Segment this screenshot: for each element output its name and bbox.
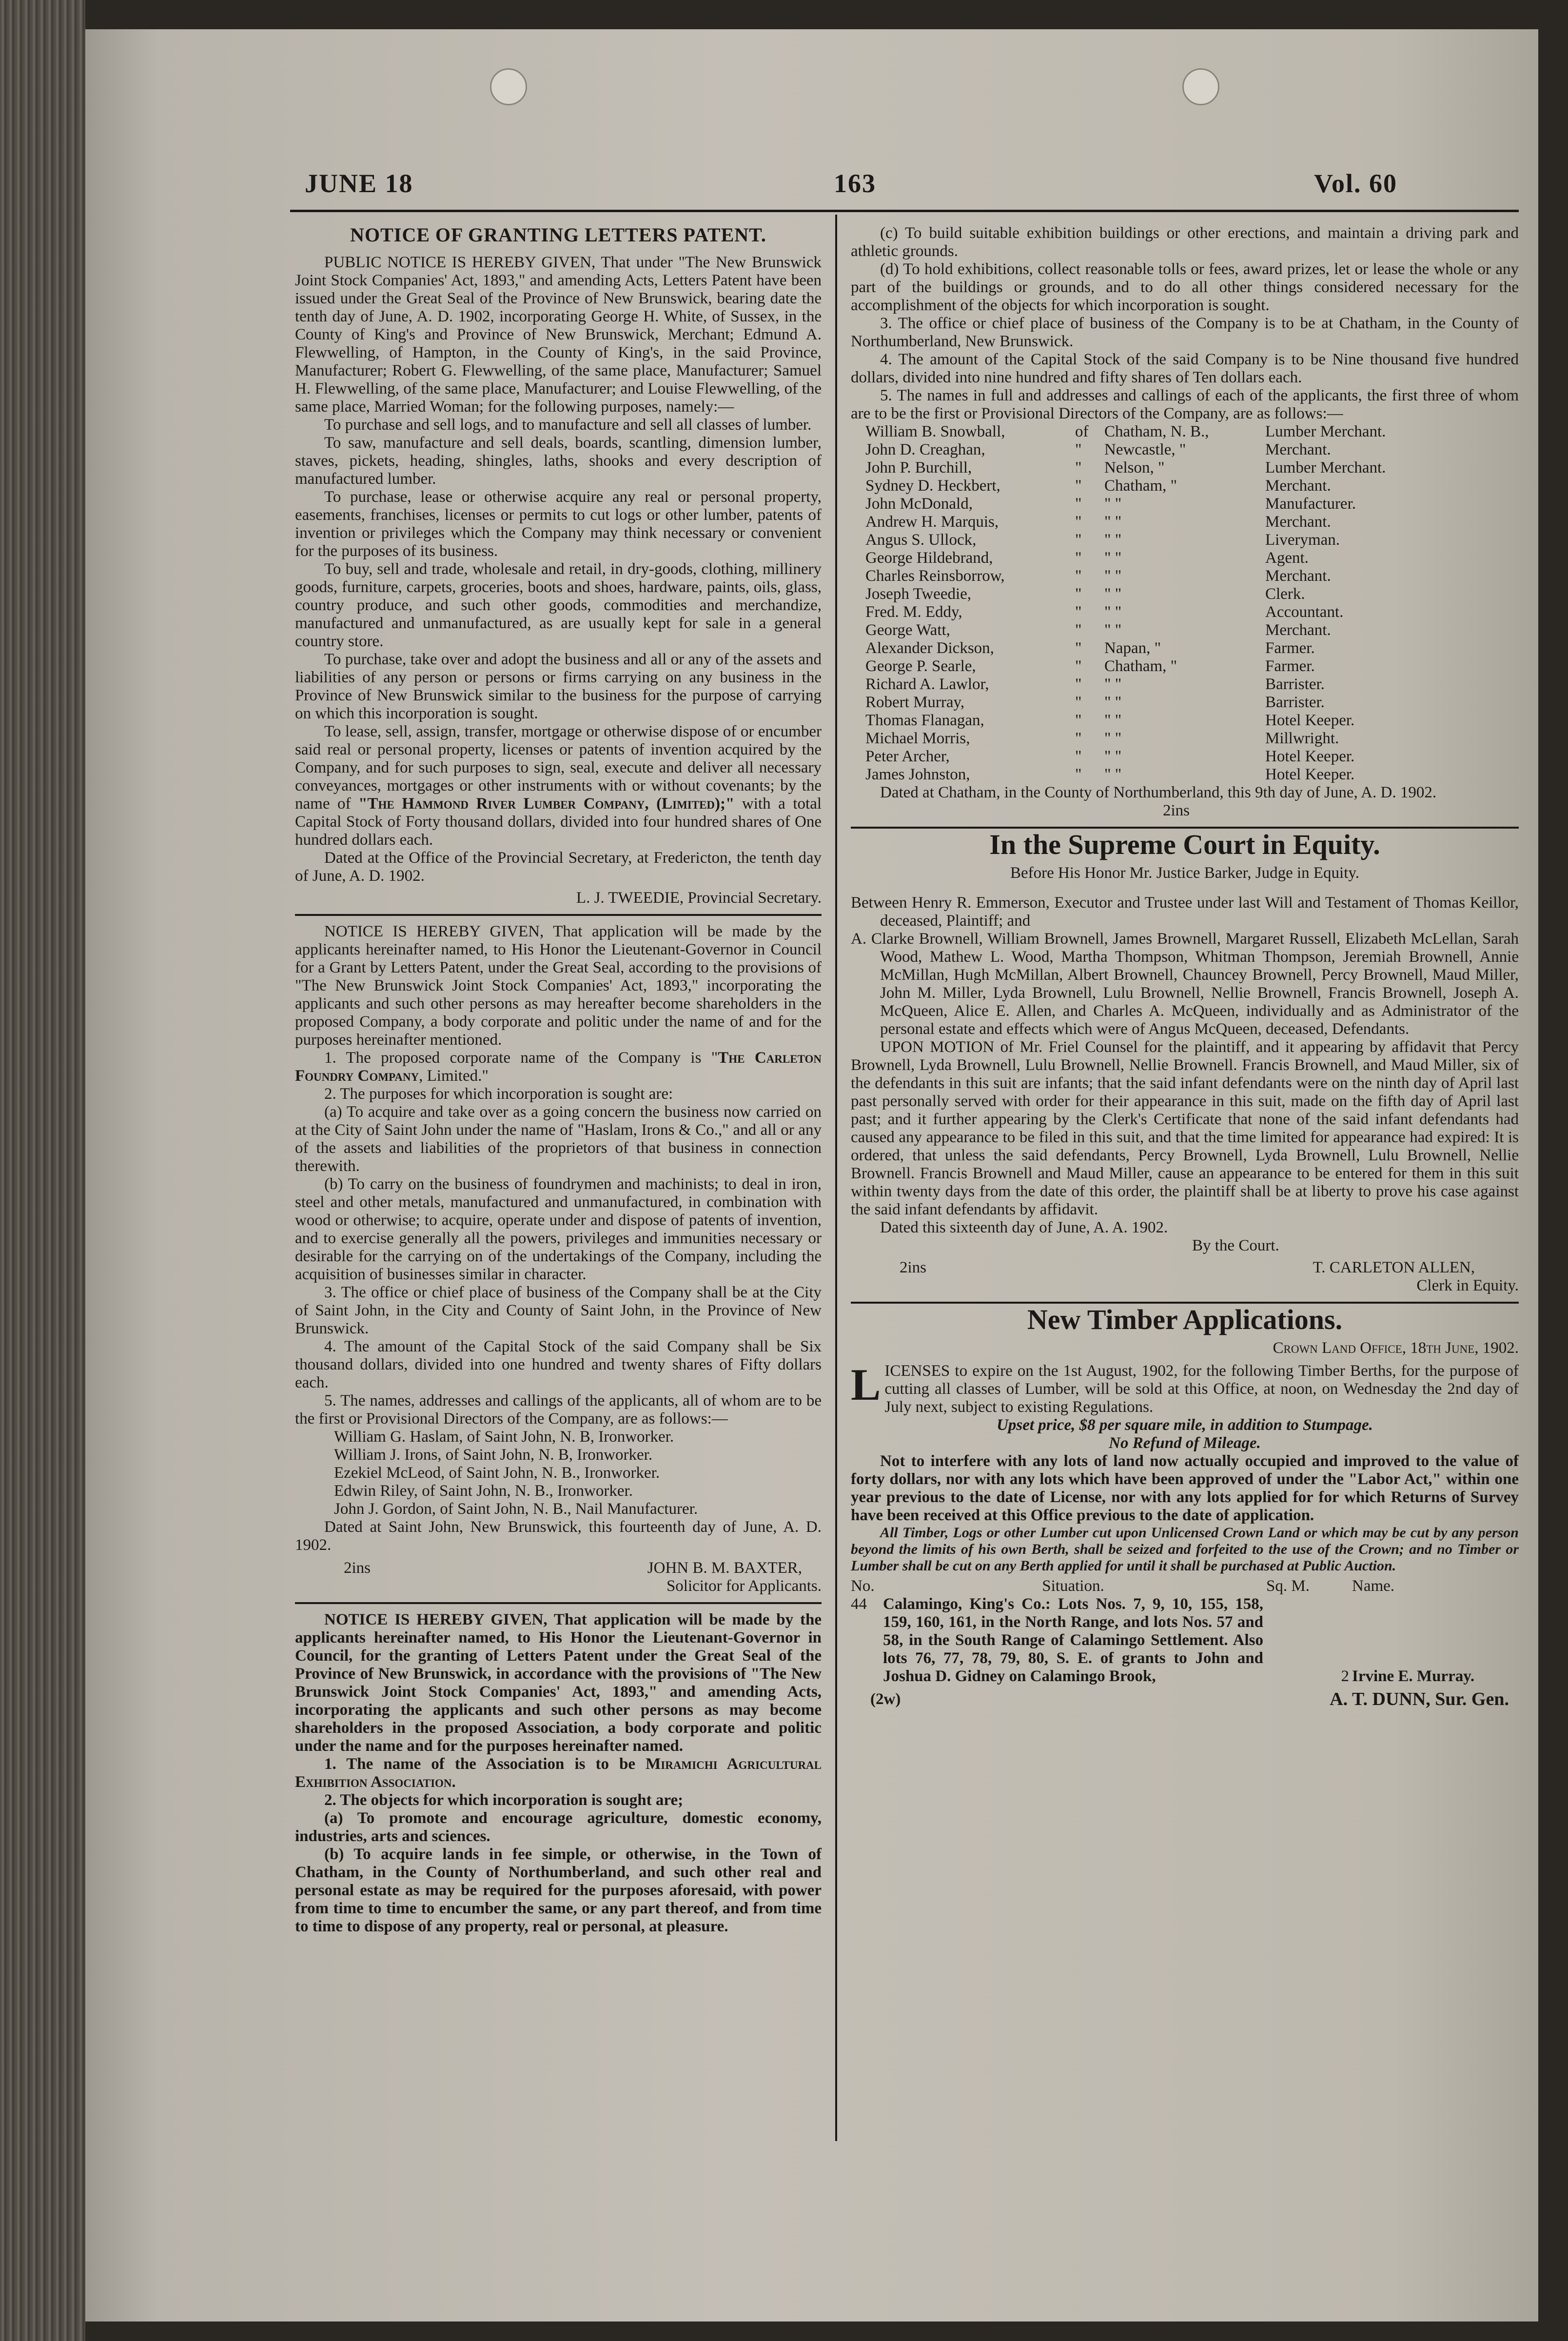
signature-row	[851, 1259, 1519, 1277]
berth-no: 44	[851, 1595, 867, 1613]
header-sqm: Sq. M.	[1266, 1577, 1310, 1595]
right-column	[851, 224, 1519, 1708]
applicant-row	[865, 477, 1514, 495]
applicant: John J. Gordon, of Saint John, N. B., Nail Manufacturer.	[334, 1500, 698, 1518]
gazette-page	[85, 29, 1538, 2321]
applicant-name: Alexander Dickson,	[865, 639, 994, 657]
header-name: Name.	[1352, 1577, 1395, 1595]
signature: JOHN B. M. BAXTER,	[647, 1559, 802, 1577]
applicant-place: " "	[1104, 495, 1122, 513]
applicant-name: James Johnston,	[865, 766, 970, 783]
applicant-row	[865, 712, 1514, 730]
applicant-calling: Farmer.	[1265, 657, 1315, 675]
applicant-row	[865, 495, 1514, 513]
purpose-paragraph: To buy, sell and trade, wholesale and retail, in dry-goods, clothing, millinery goods, furniture, carpets, groceries, boots and shoes, hardware, paints, oils, glass, country produce, and such other goods, commodities and merchandize, manufactured and unmanufactured, as are usually kept for sale in a general country store.	[295, 560, 822, 650]
applicant-of: "	[1075, 459, 1082, 476]
applicant: Ezekiel McLeod, of Saint John, N. B., Ironworker.	[334, 1464, 660, 1482]
applicant-name: Charles Reinsborrow,	[865, 567, 1005, 585]
applicant-of: "	[1075, 694, 1082, 711]
insertions: 2ins	[900, 1259, 927, 1276]
applicant-of: "	[1075, 712, 1082, 729]
purpose-paragraph: To purchase and sell logs, and to manufacture and sell all classes of lumber.	[324, 416, 812, 434]
item: 4. The amount of the Capital Stock of the said Company is to be Nine thousand five hundred dollars, divided into nine hundred and fifty shares of Ten dollars each.	[851, 351, 1519, 386]
applicant-calling: Barrister.	[1265, 675, 1325, 693]
applicant-name: John P. Burchill,	[865, 459, 972, 476]
applicant-name: George Hildebrand,	[865, 549, 993, 567]
applicant-calling: Agent.	[1265, 549, 1309, 567]
header-date: JUNE 18	[305, 169, 413, 198]
dated-line: Dated this sixteenth day of June, A. A. 1902.	[880, 1219, 1168, 1236]
no-refund: No Refund of Mileage.	[1109, 1434, 1261, 1452]
applicant-row	[865, 531, 1514, 549]
section-divider	[295, 914, 822, 916]
applicant-row	[865, 748, 1514, 766]
applicant-of: "	[1075, 477, 1082, 495]
signature-title: Solicitor for Applicants.	[666, 1577, 822, 1595]
applicant-of: "	[1075, 748, 1082, 765]
court-defendants: A. Clarke Brownell, William Brownell, James Brownell, Margaret Russell, Elizabeth McLellan, Sarah Wood, Mathew L. Wood, Martha Thompson, Whitman Thompson, Jeremiah Brownell, Annie McMillan, Hugh McMillan, Albert Brownell, Chauncey Brownell, Percy Brownell, Maud Miller, John M. Miller, Lyda Brownell, Lulu Brownell, Nellie Brownell, Francis Brownell, Joseph A. McQueen, Alice E. Allen, and Charles A. McQueen, individually and as Administrator of the personal estate and effects which were of Angus McQueen, deceased, Defendants.	[851, 930, 1519, 1038]
notice-intro: NOTICE IS HEREBY GIVEN, That application will be made by the applicants hereinafter named, to His Honor the Lieutenant-Governor in Council, for the granting of Letters Patent under the Great Seal of the Province of New Brunswick, in accordance with the provisions of "The New Brunswick Joint Stock Companies' Act, 1893," and amending Acts, incorporating the applicants and such other persons as may become shareholders in the proposed Association, a body corporate and politic under the name and for the purposes hereinafter named.	[295, 1611, 822, 1755]
item: 3. The office or chief place of business of the Company is to be at Chatham, in the County of Northumberland, New Brunswick.	[851, 315, 1519, 350]
item: (d) To hold exhibitions, collect reasonable tolls or fees, award prizes, let or lease the whole or any part of the buildings or grounds, and to do all other things considered necessary for the accomplishment of the objects for which incorporation is sought.	[851, 260, 1519, 314]
applicant-calling: Millwright.	[1265, 730, 1339, 747]
applicant-row	[865, 730, 1514, 748]
applicant-row	[865, 639, 1514, 657]
applicant-calling: Barrister.	[1265, 694, 1325, 711]
header-rule	[290, 210, 1519, 212]
company-name: "The Hammond River Lumber Company, (Limited);"	[358, 795, 735, 813]
applicant-row	[865, 585, 1514, 603]
applicant-name: Thomas Flanagan,	[865, 712, 984, 729]
applicant-place: " "	[1104, 585, 1122, 603]
applicant-row	[865, 657, 1514, 675]
binding-hole-right	[1182, 68, 1219, 105]
item: (b) To acquire lands in fee simple, or otherwise, in the Town of Chatham, in the County of Northumberland, and such other real and personal estate as may be required for the purposes aforesaid, with power from time to time to encumber the same, or any part thereof, and from time to time to dispose of any property, real or personal, at pleasure.	[295, 1845, 822, 1935]
applicant-calling: Lumber Merchant.	[1265, 423, 1386, 440]
applicant-calling: Farmer.	[1265, 639, 1315, 657]
applicant-of: "	[1075, 513, 1082, 531]
timber-table-header	[851, 1577, 1519, 1595]
applicant-place: Nelson, "	[1104, 459, 1165, 476]
applicant-calling: Clerk.	[1265, 585, 1305, 603]
applicant-place: Chatham, "	[1104, 657, 1177, 675]
applicant-of: "	[1075, 675, 1082, 693]
company-name: The Carleton Foundry Company	[295, 1049, 822, 1085]
applicant-name: George P. Searle,	[865, 657, 976, 675]
dated-line: Dated at Saint John, New Brunswick, this fourteenth day of June, A. D. 1902.	[295, 1518, 822, 1554]
item: 5. The names in full and addresses and callings of each of the applicants, the first three of whom are to be the first or Provisional Directors of the Company, are as follows:—	[851, 387, 1519, 422]
applicant-of: "	[1075, 639, 1082, 657]
applicant-calling: Merchant.	[1265, 621, 1331, 639]
item: (a) To promote and encourage agriculture, domestic economy, industries, arts and sciences.	[295, 1809, 822, 1845]
applicant-row	[865, 513, 1514, 531]
item: 2. The objects for which incorporation is sought are;	[324, 1791, 684, 1809]
applicant-place: " "	[1104, 513, 1122, 531]
notice-title-letters-patent: NOTICE OF GRANTING LETTERS PATENT.	[350, 224, 766, 246]
applicant-name: John D. Creaghan,	[865, 441, 985, 458]
column-divider	[835, 215, 837, 2141]
court-title: In the Supreme Court in Equity.	[989, 829, 1380, 860]
applicant-place: " "	[1104, 531, 1122, 549]
applicant: William G. Haslam, of Saint John, N. B, Ironworker.	[334, 1428, 674, 1446]
timber-title: New Timber Applications.	[1027, 1304, 1343, 1335]
dropcap-letter: L	[851, 1360, 881, 1409]
dated-line: Dated at Chatham, in the County of Northumberland, this 9th day of June, A. D. 1902.	[880, 784, 1437, 801]
applicant-row	[865, 675, 1514, 694]
applicant-place: " "	[1104, 730, 1122, 747]
timber-row	[851, 1595, 1519, 1686]
applicant-name: Angus S. Ullock,	[865, 531, 977, 549]
court-before: Before His Honor Mr. Justice Barker, Judge in Equity.	[1010, 864, 1359, 882]
timber-body	[851, 1362, 1519, 1416]
purpose-paragraph: To purchase, lease or otherwise acquire any real or personal property, easements, franchises, licenses or permits to cut logs or other lumber, patents of invention or privileges which the Company may think necessary or convenient for the purposes of its business.	[295, 488, 822, 560]
applicant-calling: Accountant.	[1265, 603, 1344, 621]
upset-price: Upset price, $8 per square mile, in addition to Stumpage.	[997, 1416, 1373, 1434]
applicant-place: " "	[1104, 694, 1122, 711]
insertions: 2ins	[344, 1559, 371, 1577]
left-column	[295, 222, 822, 1936]
applicant-name: Robert Murray,	[865, 694, 965, 711]
applicant-calling: Hotel Keeper.	[1265, 748, 1355, 765]
applicant-of: "	[1075, 585, 1082, 603]
timber-text: ICENSES to expire on the 1st August, 1902, for the following Timber Berths, for the purpose of cutting all classes of Lumber, will be sold at this Office, at noon, on Wednesday the 2nd day of July next, subject to existing Regulations.	[884, 1362, 1519, 1416]
applicant-name: John McDonald,	[865, 495, 973, 513]
applicant-calling: Lumber Merchant.	[1265, 459, 1386, 476]
binding-hole-left	[490, 68, 527, 105]
applicant-calling: Merchant.	[1265, 513, 1331, 531]
applicant-place: " "	[1104, 766, 1122, 783]
purpose-text: To lease, sell, assign, transfer, mortgage or otherwise dispose of or encumber said real or personal property, licenses or patents of invention acquired by the Company, and for such purposes to sign, seal, execute and deliver all necessary conveyances, mortgages or other instruments with or without covenants; by the name of	[295, 723, 822, 813]
applicant-place: " "	[1104, 549, 1122, 567]
applicant-place: Napan, "	[1104, 639, 1161, 657]
applicants-table	[865, 423, 1514, 784]
applicant-place: " "	[1104, 603, 1122, 621]
applicant-row	[865, 441, 1514, 459]
applicant-row	[865, 694, 1514, 712]
signature-row	[295, 1559, 822, 1577]
item-text: , Limited."	[419, 1067, 489, 1085]
applicant: William J. Irons, of Saint John, N. B, Ironworker.	[334, 1446, 653, 1464]
timber-office-date: Crown Land Office, 18th June, 1902.	[1273, 1339, 1519, 1357]
berth-name: Irvine E. Murray.	[1352, 1667, 1475, 1685]
applicant-of: "	[1075, 495, 1082, 513]
item: 5. The names, addresses and callings of the applicants, all of whom are to be the first or Provisional Directors of the Company, are as follows:—	[295, 1392, 822, 1428]
item: 4. The amount of the Capital Stock of the said Company shall be Six thousand dollars, divided into one hundred and twenty shares of Fifty dollars each.	[295, 1338, 822, 1391]
dated-line: Dated at the Office of the Provincial Secretary, at Fredericton, the tenth day of June, A. D. 1902.	[295, 849, 822, 885]
applicant-of: "	[1075, 621, 1082, 639]
applicant-of: of	[1075, 423, 1089, 440]
applicant-name: Richard A. Lawlor,	[865, 675, 989, 693]
applicant-row	[865, 459, 1514, 477]
header-situation: Situation.	[1042, 1577, 1104, 1595]
applicant-row	[865, 766, 1514, 784]
timber-table	[851, 1577, 1519, 1686]
applicant-of: "	[1075, 603, 1082, 621]
applicant-calling: Liveryman.	[1265, 531, 1340, 549]
applicant-row	[865, 567, 1514, 585]
berth-sqm: 2	[1341, 1667, 1349, 1685]
volume-number: Vol. 60	[1314, 169, 1398, 198]
berth-situation: Calamingo, King's Co.: Lots Nos. 7, 9, 10, 155, 158, 159, 160, 161, in the North Range, and lots Nos. 57 and 58, in the South Range of Calamingo Settlement. Also lots 76, 77, 78, 79, 80, S. E. of grants to John and Joshua D. Gidney on Calamingo Brook,	[883, 1595, 1263, 1685]
applicant-calling: Hotel Keeper.	[1265, 766, 1355, 783]
applicant-row	[865, 621, 1514, 639]
applicant-of: "	[1075, 657, 1082, 675]
association-name: Miramichi Agricultural Exhibition Association.	[295, 1755, 822, 1791]
item: 3. The office or chief place of business of the Company shall be at the City of Saint John, in the City and County of Saint John, in the Province of New Brunswick.	[295, 1284, 822, 1337]
applicant-calling: Manufacturer.	[1265, 495, 1356, 513]
applicant-name: Michael Morris,	[865, 730, 970, 747]
applicant-name: William B. Snowball,	[865, 423, 1005, 440]
purpose-paragraph: To purchase, take over and adopt the business and all or any of the assets and liabilities of any person or persons or firms carrying on any business in the Province of New Brunswick similar to the business for the purpose of carrying on which this incorporation is sought.	[295, 651, 822, 722]
item	[295, 1755, 822, 1791]
applicant-row	[865, 603, 1514, 621]
applicant-calling: Merchant.	[1265, 567, 1331, 585]
applicant-of: "	[1075, 730, 1082, 747]
insertions: (2w)	[870, 1690, 901, 1708]
applicant-of: "	[1075, 766, 1082, 783]
court-motion: UPON MOTION of Mr. Friel Counsel for the plaintiff, and it appearing by affidavit that Percy Brownell, Lyda Brownell, Lulu Brownell, Nellie Brownell. Francis Brownell, and Maud Miller, six of the defendants in this suit are infants; that the said infant defendants were on the ninth day of April last past personally served with order for their appearance in this suit, made on the fifth day of April last past; and it further appearing by the Clerk's Certificate that none of the said infant defendants had caused any appearance to be filed in this suit, and that the time limited for appearance had expired: It is ordered, that unless the said defendants, Percy Brownell, Lyda Brownell, Lulu Brownell, Nellie Brownell. Francis Brownell and Maud Miller, cause an appearance to be entered for them in this suit within twenty days from the date of this order, the plaintiff shall be at liberty to prove his case against the said infant defendants by affidavit.	[851, 1038, 1519, 1218]
applicant-of: "	[1075, 549, 1082, 567]
applicant-name: Peter Archer,	[865, 748, 950, 765]
interfere-clause: Not to interfere with any lots of land now actually occupied and improved to the value of forty dollars, nor with any lots which have been approved of under the "Labor Act," within one year previous to the date of License, nor with any lots applied for for which Returns of Survey have been received at this Office previous to the date of application.	[851, 1452, 1519, 1524]
applicant-name: Sydney D. Heckbert,	[865, 477, 1000, 495]
applicant-place: Chatham, "	[1104, 477, 1177, 495]
purpose-paragraph	[295, 723, 822, 849]
notice-body: PUBLIC NOTICE IS HEREBY GIVEN, That under "The New Brunswick Joint Stock Companies' Act, 1893," and amending Acts, Letters Patent have been issued under the Great Seal of the Province of New Brunswick, bearing date the tenth day of June, A. D. 1902, incorporating George H. White, of Sussex, in the County of King's and Province of New Brunswick, Merchant; Edmund A. Flewwelling, of Hampton, in the County of King's, in the said Province, Manufacturer; Robert G. Flewwelling, of the same place, Manufacturer; Samuel H. Flewwelling, of the same place, Manufacturer; and Louise Flewwelling, of the same place, Married Woman; for the following purposes, namely:—	[295, 254, 822, 416]
item: (a) To acquire and take over as a going concern the business now carried on at the City of Saint John under the name of "Haslam, Irons & Co.," and all or any of the assets and liabilities of the proprietors of that business in connection therewith.	[295, 1103, 822, 1175]
item: (b) To carry on the business of foundrymen and machinists; to deal in iron, steel and other metals, manufactured and unmanufactured, in combination with wood or otherwise; to acquire, operate under and dispose of patents of invention, and to exercise generally all the powers, privileges and immunities necessary or desirable for the carrying on of the undertakings of the Company, including the acquisition of businesses similar in character.	[295, 1175, 822, 1283]
applicant-of: "	[1075, 531, 1082, 549]
book-page-edges	[0, 0, 85, 2341]
section-divider	[295, 1602, 822, 1604]
applicant-place: " "	[1104, 567, 1122, 585]
item-text: 1. The proposed corporate name of the Company is "	[324, 1049, 718, 1067]
item	[295, 1049, 822, 1085]
applicant-calling: Hotel Keeper.	[1265, 712, 1355, 729]
notice-intro: NOTICE IS HEREBY GIVEN, That application will be made by the applicants hereinafter named, to His Honor the Lieutenant-Governor in Council for a Grant by Letters Patent, under the Great Seal, according to the provisions of "The New Brunswick Joint Stock Companies' Act, 1893," incorporating the applicants and such other persons as may hereafter become shareholders in the proposed Company, a body corporate and politic under the name of and for the purposes hereinafter mentioned.	[295, 923, 822, 1049]
item: 2. The purposes for which incorporation is sought are:	[324, 1085, 673, 1103]
applicant-place: Chatham, N. B.,	[1104, 423, 1209, 440]
signature-title: Clerk in Equity.	[1416, 1277, 1519, 1294]
applicant-of: "	[1075, 567, 1082, 585]
purpose-paragraph: To saw, manufacture and sell deals, boards, scantling, dimension lumber, staves, pickets, heading, shingles, laths, shooks and every description of manufactured lumber.	[295, 434, 822, 488]
applicant: Edwin Riley, of Saint John, N. B., Ironworker.	[334, 1482, 633, 1500]
applicant-name: Fred. M. Eddy,	[865, 603, 962, 621]
timber-warning: All Timber, Logs or other Lumber cut upon Unlicensed Crown Land or which may be cut by any person beyond the limits of his own Berth, shall be seized and forfeited to the use of the Crown; and no Timber or Lumber shall be cut on any Berth applied for until it shall be purchased at Public Auction.	[851, 1525, 1519, 1574]
applicant-of: "	[1075, 441, 1082, 458]
signature: T. CARLETON ALLEN,	[1313, 1259, 1475, 1276]
court-by: By the Court.	[1192, 1237, 1279, 1254]
purpose-text: with a total Capital Stock of Forty thousand dollars, divided into four hundred shares of One hundred dollars each.	[295, 795, 822, 849]
applicant-place: " "	[1104, 621, 1122, 639]
item: (c) To build suitable exhibition buildings or other erections, and maintain a driving park and athletic grounds.	[851, 224, 1519, 260]
applicant-calling: Merchant.	[1265, 441, 1331, 458]
applicant-calling: Merchant.	[1265, 477, 1331, 495]
applicant-place: " "	[1104, 675, 1122, 693]
applicant-row	[865, 423, 1514, 441]
applicant-name: Andrew H. Marquis,	[865, 513, 999, 531]
signature: A. T. DUNN, Sur. Gen.	[1330, 1689, 1509, 1709]
signature-row	[851, 1690, 1519, 1708]
item-text: 1. The name of the Association is to be	[324, 1755, 636, 1773]
applicant-row	[865, 549, 1514, 567]
court-parties: Between Henry R. Emmerson, Executor and Trustee under last Will and Testament of Thomas Keillor, deceased, Plaintiff; and	[851, 894, 1519, 930]
signature: L. J. TWEEDIE, Provincial Secretary.	[576, 889, 822, 907]
header-no: No.	[851, 1577, 875, 1595]
page-number: 163	[834, 169, 876, 198]
applicant-place: " "	[1104, 748, 1122, 765]
applicants-table-body	[865, 423, 1514, 784]
applicant-name: George Watt,	[865, 621, 950, 639]
insertions: 2ins	[1163, 802, 1190, 819]
applicant-place: Newcastle, "	[1104, 441, 1186, 458]
applicant-place: " "	[1104, 712, 1122, 729]
applicant-name: Joseph Tweedie,	[865, 585, 972, 603]
